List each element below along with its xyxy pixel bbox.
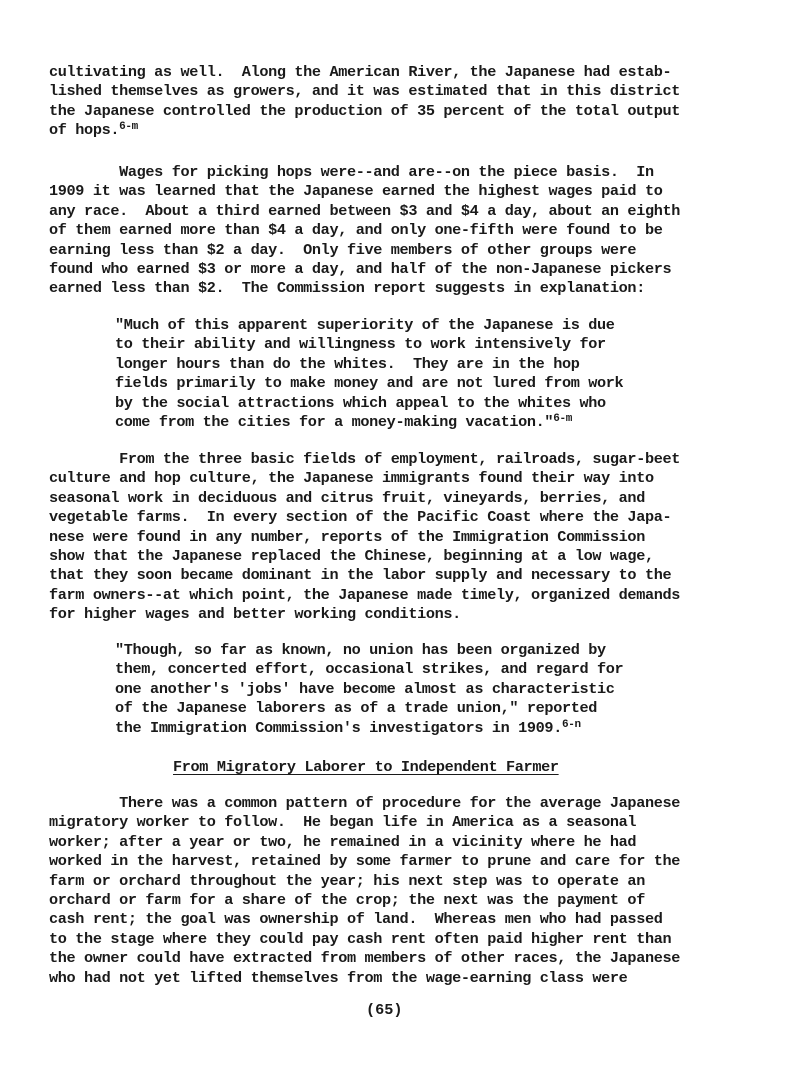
line-text: for higher wages and better working conditions. xyxy=(49,605,461,624)
line-text: worker; after a year or two, he remained in a vicinity where he had xyxy=(49,832,637,851)
text-line xyxy=(115,394,606,413)
line-text: to the stage where they could pay cash rent often paid higher rent than xyxy=(49,929,672,948)
line-text: them, concerted effort, occasional strikes, and regard for xyxy=(115,660,624,679)
line-text: 1909 it was learned that the Japanese earned the highest wages paid to xyxy=(49,182,663,201)
line-text: There was a common pattern of procedure for the average Japanese xyxy=(49,794,681,812)
line-text: one another's 'jobs' have become almost as characteristic xyxy=(115,679,615,698)
line-text: Wages for picking hops were--and are--on the piece basis. In xyxy=(49,163,654,181)
text-line xyxy=(49,221,662,240)
footnote-ref: 6-m xyxy=(119,121,138,134)
text-line xyxy=(49,241,636,260)
line-text: who had not yet lifted themselves from the wage-earning class were xyxy=(49,968,628,987)
text-line xyxy=(49,586,680,605)
line-text: orchard or farm for a share of the crop; the next was the payment of xyxy=(49,891,645,909)
text-line xyxy=(115,413,572,432)
text-line xyxy=(49,910,662,929)
line-text: the owner could have extracted from members of other races, the Japanese xyxy=(49,949,681,968)
line-text: come from the cities for a money-making vacation." xyxy=(115,413,554,431)
line-text: migratory worker to follow. He began life in America as a seasonal xyxy=(49,813,637,832)
text-line xyxy=(49,930,671,949)
line-text: by the social attractions which appeal to the whites who xyxy=(115,393,606,412)
text-line xyxy=(49,605,461,624)
text-line xyxy=(115,335,606,354)
line-text: "Much of this apparent superiority of the Japanese is due xyxy=(115,316,615,334)
line-text: vegetable farms. In every section of the Pacific Coast where the Japa- xyxy=(49,508,672,527)
line-text: nese were found in any number, reports of the Immigration Commission xyxy=(49,527,645,546)
section-heading: From Migratory Laborer to Independent Farmer xyxy=(173,758,559,776)
footnote-ref: 6-m xyxy=(553,413,572,425)
text-line xyxy=(49,833,636,852)
line-text: of hops. xyxy=(49,121,120,140)
text-line xyxy=(49,202,680,221)
line-text: that they soon became dominant in the labor supply and necessary to the xyxy=(49,566,672,585)
text-line xyxy=(49,566,671,585)
text-line xyxy=(49,528,645,547)
text-line xyxy=(49,508,671,527)
text-line xyxy=(49,450,680,469)
line-text: seasonal work in deciduous and citrus fruit, vineyards, berries, and xyxy=(49,488,645,507)
line-text: culture and hop culture, the Japanese immigrants found their way into xyxy=(49,469,654,488)
text-line xyxy=(49,260,671,279)
line-text: earning less than $2 a day. Only five members of other groups were xyxy=(49,240,637,259)
line-text: the Japanese controlled the production of 35 percent of the total output xyxy=(49,101,681,120)
text-line xyxy=(115,316,615,335)
text-line xyxy=(115,699,597,718)
text-line xyxy=(49,813,636,832)
line-text: found who earned $3 or more a day, and half of the non-Japanese pickers xyxy=(49,260,672,278)
text-line xyxy=(49,949,680,968)
text-line xyxy=(115,660,623,679)
page-number: (65) xyxy=(366,1001,403,1019)
text-line xyxy=(49,182,662,201)
line-text: show that the Japanese replaced the Chinese, beginning at a low wage, xyxy=(49,547,654,565)
line-text: of them earned more than $4 a day, and only one-fifth were found to be xyxy=(49,221,663,240)
text-line xyxy=(49,279,645,298)
text-line xyxy=(49,547,654,566)
line-text: From the three basic fields of employment, railroads, sugar-beet xyxy=(49,450,681,468)
text-line xyxy=(49,794,680,813)
line-text: of the Japanese laborers as of a trade union," reported xyxy=(115,699,598,718)
text-line xyxy=(49,63,671,82)
text-line xyxy=(115,680,615,699)
text-line xyxy=(49,469,654,488)
text-line xyxy=(115,355,580,374)
line-text: farm or orchard throughout the year; his next step was to operate an xyxy=(49,871,645,890)
line-text: lished themselves as growers, and it was estimated that in this district xyxy=(49,82,681,101)
line-text: cash rent; the goal was ownership of land. Whereas men who had passed xyxy=(49,910,663,929)
line-text: any race. About a third earned between $3 and $4 a day, about an eighth xyxy=(49,201,681,220)
text-line xyxy=(49,969,627,988)
text-line xyxy=(49,102,680,121)
line-text: farm owners--at which point, the Japanese made timely, organized demands xyxy=(49,585,681,604)
text-line xyxy=(49,163,654,182)
line-text: cultivating as well. Along the American River, the Japanese had estab- xyxy=(49,63,672,81)
line-text: fields primarily to make money and are not lured from work xyxy=(115,374,624,393)
text-line xyxy=(49,891,645,910)
text-line xyxy=(115,374,623,393)
line-text: "Though, so far as known, no union has been organized by xyxy=(115,641,606,659)
line-text: worked in the harvest, retained by some farmer to prune and care for the xyxy=(49,852,681,871)
line-text: to their ability and willingness to work intensively for xyxy=(115,335,606,354)
line-text: the Immigration Commission's investigators in 1909. xyxy=(115,718,562,737)
text-line xyxy=(115,719,581,738)
text-line xyxy=(49,872,645,891)
text-line xyxy=(49,852,680,871)
text-line xyxy=(115,641,606,660)
text-line xyxy=(49,121,138,140)
footnote-ref: 6-n xyxy=(561,718,581,731)
line-text: earned less than $2. The Commission report suggests in explanation: xyxy=(49,279,645,298)
text-line xyxy=(49,489,645,508)
text-line xyxy=(49,82,680,101)
line-text: longer hours than do the whites. They are in the hop xyxy=(115,354,580,373)
